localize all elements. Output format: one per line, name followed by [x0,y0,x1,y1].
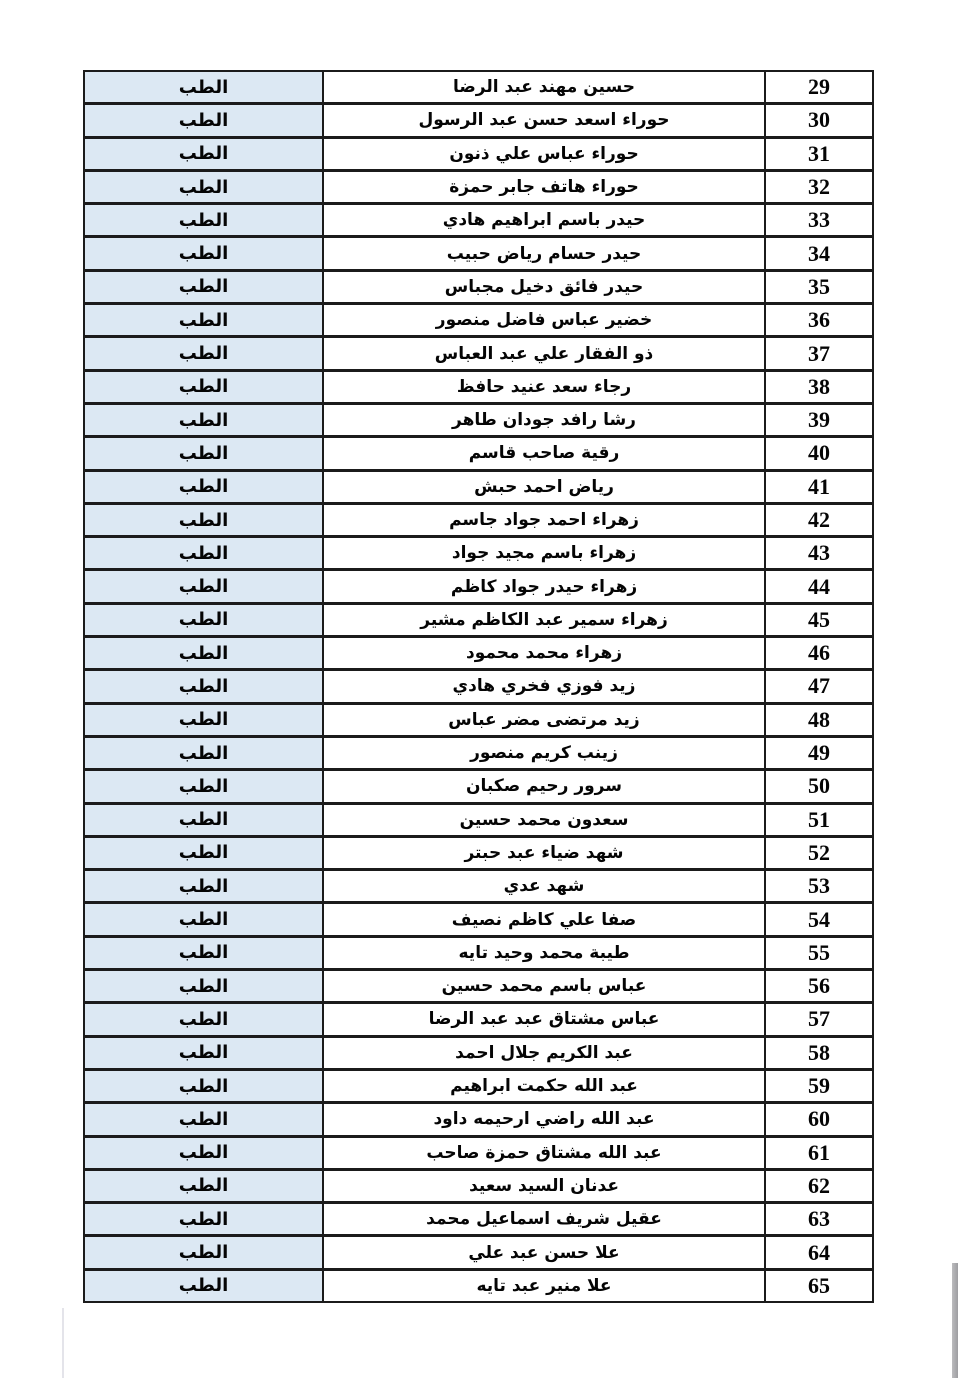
student-name-cell: زهراء سمير عبد الكاظم مشير [322,605,766,635]
table-row [85,472,872,505]
student-name-cell: علا حسن عبد علي [322,1237,766,1267]
table-row [85,72,872,105]
student-name-cell: عبد الله راضي ارحيمه داود [322,1104,766,1134]
table-row [85,105,872,138]
student-name-cell: عباس مشتاق عبد عبد الرضا [322,1004,766,1034]
student-name-cell: حسين مهند عبد الرضا [322,72,766,102]
department-cell: الطب [85,372,322,402]
table-row [85,1038,872,1071]
department-cell: الطب [85,305,322,335]
table-row [85,938,872,971]
sequence-number-cell: 41 [766,472,872,502]
student-name-cell: صفا علي كاظم نصيف [322,904,766,934]
sequence-number-cell: 33 [766,205,872,235]
student-name-cell: عباس باسم محمد حسين [322,971,766,1001]
sequence-number-cell: 58 [766,1038,872,1068]
department-cell: الطب [85,472,322,502]
student-name-cell: زهراء باسم مجيد جواد [322,538,766,568]
department-cell: الطب [85,538,322,568]
sequence-number-cell: 37 [766,338,872,368]
student-name-cell: زيد مرتضى مضر عباس [322,705,766,735]
student-name-cell: شهد ضياء عبد حبتر [322,838,766,868]
sequence-number-cell: 63 [766,1204,872,1234]
department-cell: الطب [85,1271,322,1301]
sequence-number-cell: 39 [766,405,872,435]
student-name-cell: ذو الفقار علي عبد العباس [322,338,766,368]
student-name-cell: حيدر فائق دخيل مجباس [322,272,766,302]
sequence-number-cell: 61 [766,1138,872,1168]
student-name-cell: سعدون محمد حسين [322,805,766,835]
department-cell: الطب [85,638,322,668]
department-cell: الطب [85,904,322,934]
department-cell: الطب [85,72,322,102]
student-name-cell: زهراء حيدر جواد كاظم [322,571,766,601]
sequence-number-cell: 64 [766,1237,872,1267]
admission-roster-table [83,70,874,1303]
sequence-number-cell: 35 [766,272,872,302]
student-name-cell: رقية صاحب قاسم [322,438,766,468]
department-cell: الطب [85,105,322,135]
table-row [85,1071,872,1104]
student-name-cell: حوراء عباس علي ذنون [322,139,766,169]
sequence-number-cell: 42 [766,505,872,535]
student-name-cell: سرور رحيم صكبان [322,771,766,801]
table-row [85,838,872,871]
department-cell: الطب [85,338,322,368]
table-row [85,338,872,371]
table-row [85,205,872,238]
department-cell: الطب [85,1038,322,1068]
department-cell: الطب [85,871,322,901]
table-row [85,805,872,838]
table-row [85,505,872,538]
department-cell: الطب [85,1138,322,1168]
department-cell: الطب [85,272,322,302]
table-row [85,305,872,338]
department-cell: الطب [85,771,322,801]
department-cell: الطب [85,238,322,268]
sequence-number-cell: 46 [766,638,872,668]
sequence-number-cell: 40 [766,438,872,468]
table-row [85,139,872,172]
table-row [85,904,872,937]
sequence-number-cell: 30 [766,105,872,135]
sequence-number-cell: 50 [766,771,872,801]
sequence-number-cell: 45 [766,605,872,635]
table-row [85,172,872,205]
student-name-cell: عدنان السيد سعيد [322,1171,766,1201]
table-row [85,771,872,804]
department-cell: الطب [85,1171,322,1201]
department-cell: الطب [85,405,322,435]
table-row [85,605,872,638]
table-row [85,1104,872,1137]
table-row [85,238,872,271]
sequence-number-cell: 51 [766,805,872,835]
department-cell: الطب [85,705,322,735]
student-name-cell: رياض احمد حبش [322,472,766,502]
department-cell: الطب [85,172,322,202]
table-row [85,971,872,1004]
sequence-number-cell: 55 [766,938,872,968]
table-row [85,738,872,771]
sequence-number-cell: 65 [766,1271,872,1301]
sequence-number-cell: 29 [766,72,872,102]
student-name-cell: عقيل شريف اسماعيل محمد [322,1204,766,1234]
department-cell: الطب [85,1104,322,1134]
department-cell: الطب [85,1237,322,1267]
table-row [85,1237,872,1270]
table-row [85,1271,872,1301]
sequence-number-cell: 31 [766,139,872,169]
sequence-number-cell: 36 [766,305,872,335]
student-name-cell: حوراء اسعد حسن عبد الرسول [322,105,766,135]
sequence-number-cell: 34 [766,238,872,268]
student-name-cell: زينب كريم منصور [322,738,766,768]
department-cell: الطب [85,838,322,868]
sequence-number-cell: 44 [766,571,872,601]
student-name-cell: عبد الكريم جلال احمد [322,1038,766,1068]
student-name-cell: حيدر حسام رياض حبيب [322,238,766,268]
table-row [85,438,872,471]
department-cell: الطب [85,805,322,835]
department-cell: الطب [85,505,322,535]
sequence-number-cell: 62 [766,1171,872,1201]
student-name-cell: زيد فوزي فخري هادي [322,671,766,701]
department-cell: الطب [85,738,322,768]
table-row [85,571,872,604]
table-row [85,638,872,671]
sequence-number-cell: 32 [766,172,872,202]
sequence-number-cell: 60 [766,1104,872,1134]
department-cell: الطب [85,938,322,968]
student-name-cell: عبد الله حكمت ابراهيم [322,1071,766,1101]
sequence-number-cell: 59 [766,1071,872,1101]
table-row [85,372,872,405]
sequence-number-cell: 52 [766,838,872,868]
sequence-number-cell: 47 [766,671,872,701]
student-name-cell: خضير عباس فاضل منصور [322,305,766,335]
table-row [85,1138,872,1171]
sequence-number-cell: 49 [766,738,872,768]
sequence-number-cell: 54 [766,904,872,934]
table-row [85,405,872,438]
student-name-cell: علا منير عبد تايه [322,1271,766,1301]
student-name-cell: حيدر باسم ابراهيم هادي [322,205,766,235]
page-edge-artifact-left [62,1308,64,1378]
student-name-cell: طيبة محمد وحيد تايه [322,938,766,968]
department-cell: الطب [85,1071,322,1101]
student-name-cell: شهد عدي [322,871,766,901]
department-cell: الطب [85,971,322,1001]
student-name-cell: رشا رافد جودان طاهر [322,405,766,435]
table-row [85,705,872,738]
table-row [85,272,872,305]
table-row [85,671,872,704]
sequence-number-cell: 53 [766,871,872,901]
sequence-number-cell: 56 [766,971,872,1001]
department-cell: الطب [85,1204,322,1234]
sequence-number-cell: 43 [766,538,872,568]
table-row [85,1204,872,1237]
department-cell: الطب [85,671,322,701]
table-row [85,1004,872,1037]
page-edge-artifact-right [952,1263,958,1378]
sequence-number-cell: 48 [766,705,872,735]
table-row [85,1171,872,1204]
student-name-cell: حوراء هاتف جابر حمزة [322,172,766,202]
sequence-number-cell: 38 [766,372,872,402]
student-name-cell: رجاء سعد عنيد حافظ [322,372,766,402]
table-row [85,538,872,571]
department-cell: الطب [85,571,322,601]
student-name-cell: عبد الله مشتاق حمزة صاحب [322,1138,766,1168]
department-cell: الطب [85,438,322,468]
department-cell: الطب [85,205,322,235]
department-cell: الطب [85,1004,322,1034]
department-cell: الطب [85,139,322,169]
student-name-cell: زهراء محمد محمود [322,638,766,668]
table-row [85,871,872,904]
department-cell: الطب [85,605,322,635]
sequence-number-cell: 57 [766,1004,872,1034]
student-name-cell: زهراء احمد جواد جاسم [322,505,766,535]
